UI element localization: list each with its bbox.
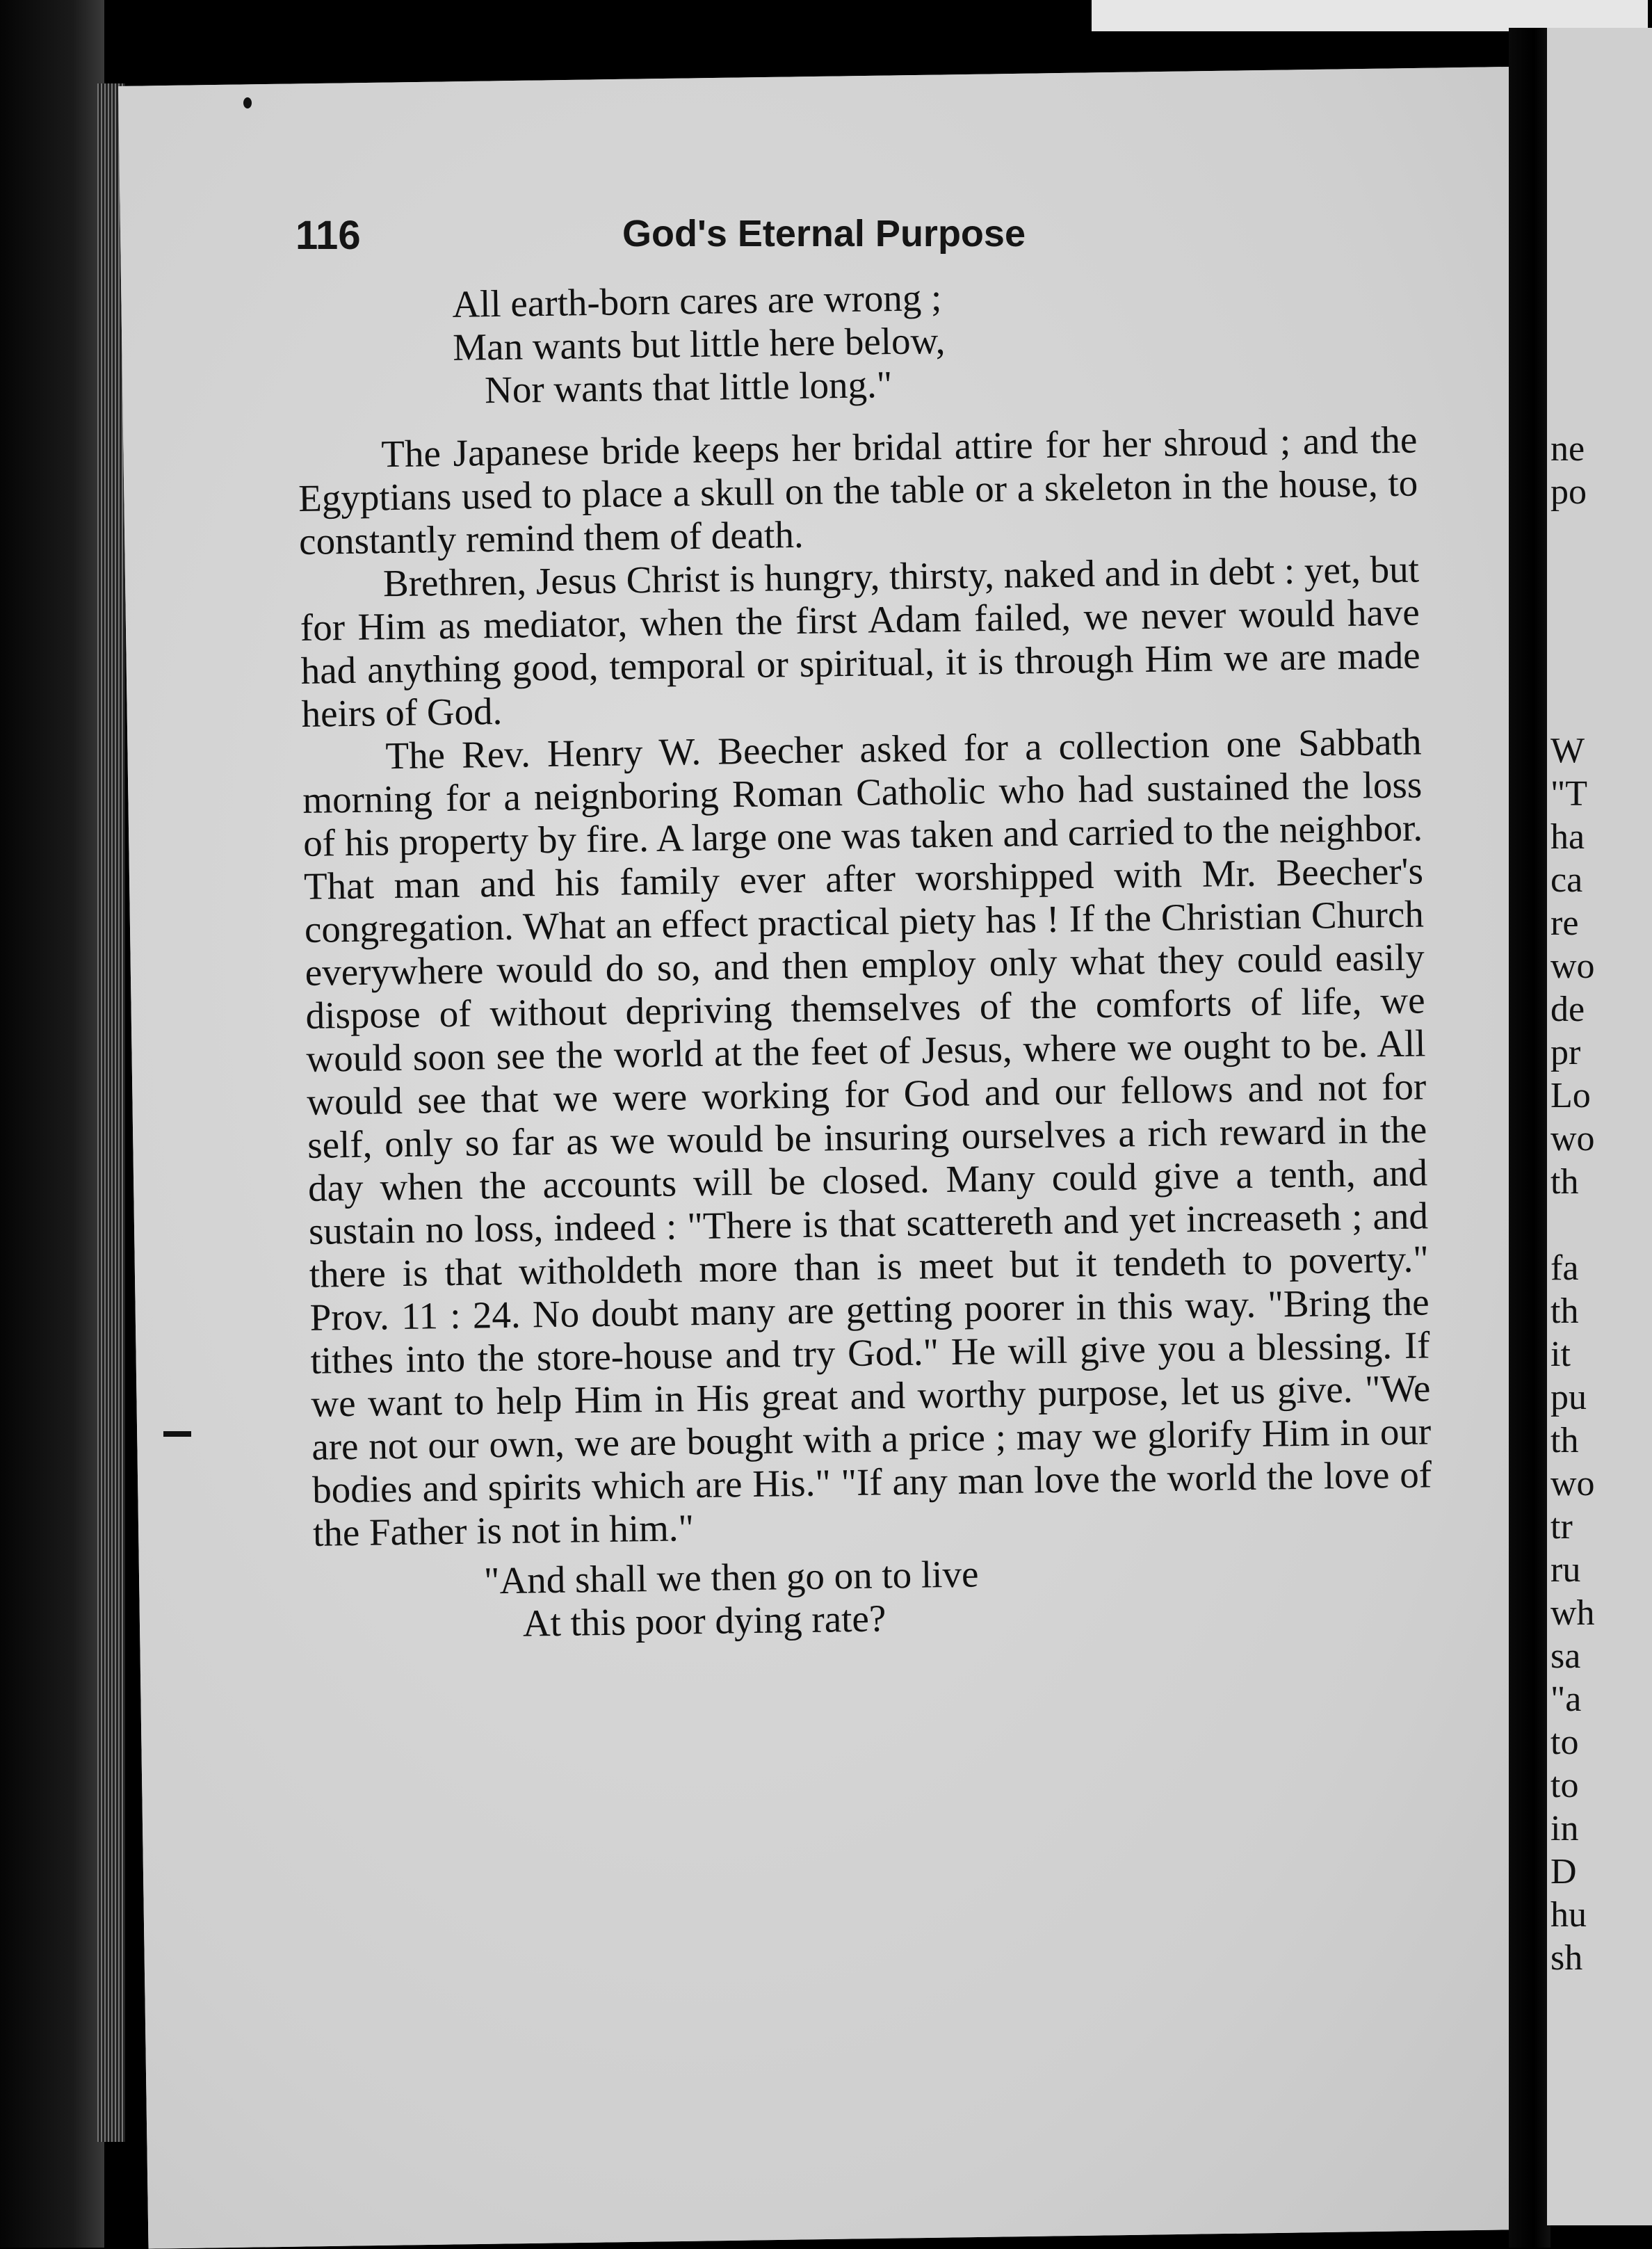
facing-page-fragment [1550,514,1652,557]
facing-page-fragment: D [1550,1852,1577,1892]
facing-page-fragment: it [1550,1335,1571,1374]
facing-page-fragment: th [1550,1291,1579,1331]
verse-line: At this poor dying rate? [522,1597,886,1645]
facing-page-fragment: to [1550,1766,1579,1805]
facing-page-fragment: th [1550,1421,1579,1460]
facing-page-fragment: fa [1550,1248,1579,1288]
facing-page-fragment: re [1550,903,1579,943]
facing-page [1547,28,1652,2225]
facing-page-fragment: ca [1550,860,1583,900]
verse-line: All earth-born cares are wrong ; [451,276,942,325]
facing-page-fragment: sh [1550,1938,1583,1978]
facing-page-fragment: Lo [1550,1076,1591,1115]
verse-bottom [314,1546,1434,1647]
facing-page-text [1550,428,1652,1980]
verse-line: "And shall we then go on to live [483,1552,979,1602]
margin-mark [163,1431,191,1437]
facing-page-fragment: in [1550,1809,1579,1848]
book-left-edge [0,0,104,2248]
facing-page-fragment [1550,1204,1652,1247]
facing-page-fragment: ru [1550,1550,1581,1590]
facing-page-fragment: ne [1550,429,1585,469]
facing-page-fragment: pr [1550,1033,1581,1072]
verse-top [295,270,1416,414]
facing-page-fragment: po [1550,472,1587,512]
page-stack-edges [97,83,125,2142]
running-title: God's Eternal Purpose [622,213,1026,255]
book-gutter [1509,28,1550,2248]
facing-page-fragment: "T [1550,774,1587,814]
facing-page-fragment: sa [1550,1636,1581,1676]
facing-page-fragment: wo [1550,1119,1595,1159]
top-paper-strip [1092,0,1648,31]
page-number: 116 [295,213,361,258]
facing-page-fragment: pu [1550,1378,1587,1417]
facing-page-fragment: ha [1550,817,1585,857]
page-header [295,212,1081,275]
facing-page-fragment [1550,686,1652,729]
facing-page-fragment: to [1550,1723,1579,1762]
paragraph-beecher: The Rev. Henry W. Beecher asked for a collection one Sabbath morning for a neignboring Roman Catholic who had sustained the loss of his property by fire. A large one was taken and carried to the neighbor. That man and his family ever after worshipped with Mr. Beecher's congregation. What an effect practical piety has ! If the Christian Church everywhere would do so, and then employ only what they could easily dispose of without depriving themselves of the comforts of life, we would soon see the world at the feet of Jesus, where we ought to be. All would see that we were working for God and our fellows and not for self, only so far as we would be insuring ourselves a rich reward in the day when the accounts will be closed. Many could give a tenth, and sustain no loss, indeed : "There is that scattereth and yet increaseth ; and there is that witholdeth more than is meet but it tendeth to poverty." Prov. 11 : 24. No doubt many are getting poorer in this way. "Bring the tithes into the store-house and try God." He will give you a blessing. If we want to help Him in His great and worthy purpose, let us give. "We are not our own, we are bought with a price ; may we glorify Him in our bodies and spirits which are His." "If any man love the world the love of the Father is not in him." [302,720,1432,1554]
verse-line: Man wants but little here below, [452,319,946,369]
facing-page-fragment: "a [1550,1679,1582,1719]
facing-page-fragment [1550,557,1652,600]
verse-line: Nor wants that little long." [484,363,893,412]
facing-page-fragment: W [1550,731,1585,771]
facing-page-fragment: wh [1550,1593,1595,1633]
facing-page-fragment: de [1550,990,1585,1029]
paragraph-brethren: Brethren, Jesus Christ is hungry, thirsty, naked and in debt : yet, but for Him as mediator, when the first Adam failed, we never would have had anything good, temporal or spiritual, it is through Him we are made heirs of God. [300,547,1421,735]
facing-page-fragment: wo [1550,946,1595,986]
facing-page-fragment [1550,643,1652,686]
paragraph-japanese-bride: The Japanese bride keeps her bridal attire for her shroud ; and the Egyptians used to place a skull on the table or a skeleton in the house, to constantly remind them of death. [298,418,1418,563]
facing-page-fragment: hu [1550,1895,1587,1935]
facing-page-fragment: tr [1550,1507,1573,1547]
ink-dot [243,97,252,108]
facing-page-fragment: wo [1550,1464,1595,1504]
page-body [295,270,1434,1648]
facing-page-fragment [1550,600,1652,643]
facing-page-fragment: th [1550,1162,1579,1202]
